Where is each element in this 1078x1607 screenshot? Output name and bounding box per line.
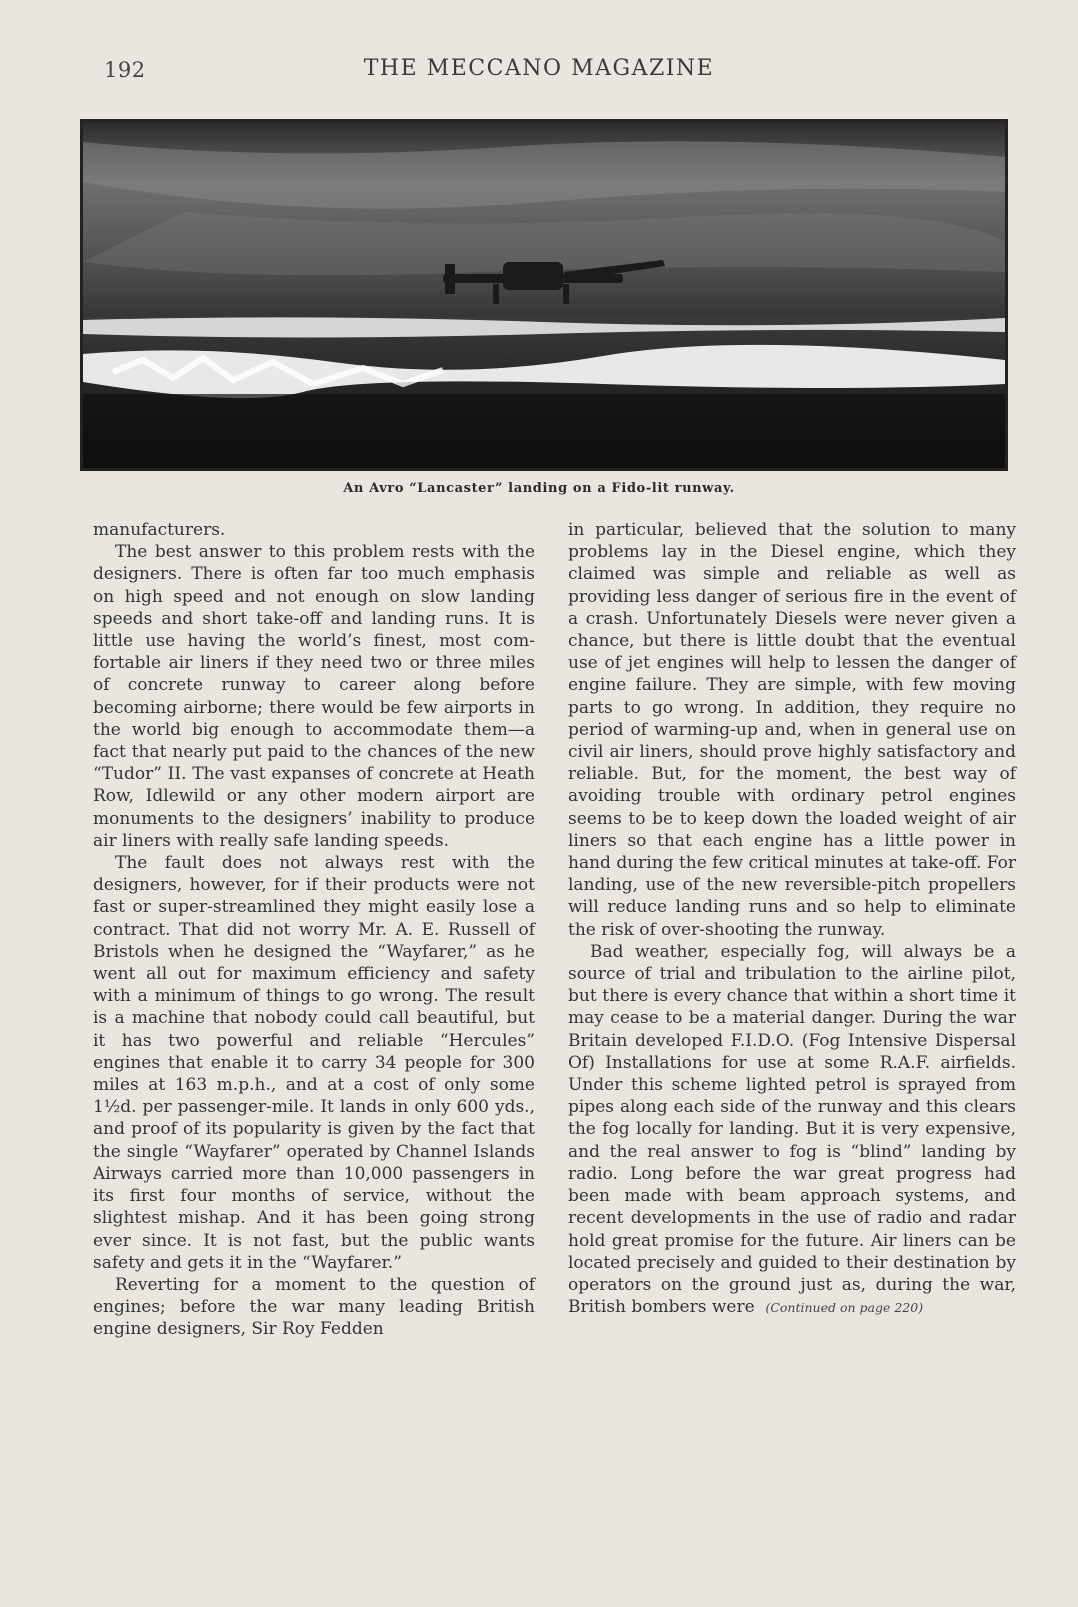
paragraph: in particular, believed that the solution to many problems lay in the Diesel engine, which they claimed was simple and reliable as well as providing less danger of serious fire in the event of a crash. Unfortunately Diesels were never given a chance, but there is little doubt that the eventual use of jet engines will help to lessen the danger of engine failure. They are simple, with few moving parts to go wrong. In addition, they require no period of warming-up and, when in general use on civil air liners, should prove highly satisfactory and reliable. But, for the moment, the best way of avoiding trouble with ordinary petrol engines seems to be to keep down the loaded weight of air liners so that each engine has a little power in hand during the few critical minutes at take-off. For landing, use of the new reversible-pitch propellers will reduce landing runs and so help to eliminate the risk of over-shooting the runway. <box>568 520 1017 940</box>
paragraph-text: Bad weather, especially fog, will always be a source of trial and tribulation to the airline pilot, but there is every chance that within a short time it may cease to be a material danger. During the war Britain developed F.I.D.O. (Fog Intensive Dispersal Of) Installations for use at some R.A.F. airfields. Under this scheme lighted petrol is sprayed from pipes along each side of the runway and this clears the fog locally for landing. But it is very expensive, and the real answer to fog is “blind” landing by radio. Long before the war great progress had been made with beam approach systems, and recent developments in the use of radio and radar hold great promise for the future. Air liners can be located precisely and guided to their destination by operators on the ground just as, during the war, British bombers were <box>568 941 1016 1318</box>
magazine-title: THE MECCANO MAGAZINE <box>363 56 715 81</box>
page-number: 192 <box>104 58 146 82</box>
paragraph: manufacturers. <box>93 520 226 540</box>
paragraph <box>568 941 1016 1319</box>
lancaster-photo <box>80 119 1008 471</box>
paragraph: The best answer to this problem rests with the designers. There is often far too much emphasis on high speed and not enough on slow landing speeds and short take-off and landing runs. It is little use having the world’s finest, most com-fortable air liners if they need two or three miles of concrete runway to career along before becoming airborne; there would be few airports in the world big enough to accommodate them—a fact that nearly put paid to the chances of the new “Tudor” II. The vast expanses of concrete at Heath Row, Idlewild or any other modern airport are monuments to the designers’ inability to produce air liners with really safe landing speeds. <box>93 542 535 851</box>
paragraph: The fault does not always rest with the designers, however, for if their products were not fast or super-streamlined they might easily lose a contract. That did not worry Mr. A. E. Russell of Bristols when he designed the “Wayfarer,” as he went all out for maximum efficiency and safety with a minimum of things to go wrong. The result is a machine that nobody could call beautiful, but it has two powerful and reliable “Hercules” engines that enable it to carry 34 people for 300 miles at 163 m.p.h., and at a cost of only some 1½d. per passenger-mile. It lands in only 600 yds., and proof of its popularity is given by the fact that the single “Wayfarer” operated by Channel Islands Airways carried more than 10,000 passengers in its first four months of service, without the slightest mishap. And it has been going strong ever since. It is not fast, but the public wants safety and gets it in the “Wayfarer.” <box>93 853 535 1273</box>
paragraph: Reverting for a moment to the question of engines; before the war many leading British engine designers, Sir Roy Fedden <box>93 1274 535 1340</box>
right-column <box>568 519 1016 1319</box>
figure-caption: An Avro “Lancaster” landing on a Fido-lit runway. <box>343 481 735 496</box>
continued-note: (Continued on page 220) <box>765 1300 924 1316</box>
left-column <box>93 519 535 1341</box>
